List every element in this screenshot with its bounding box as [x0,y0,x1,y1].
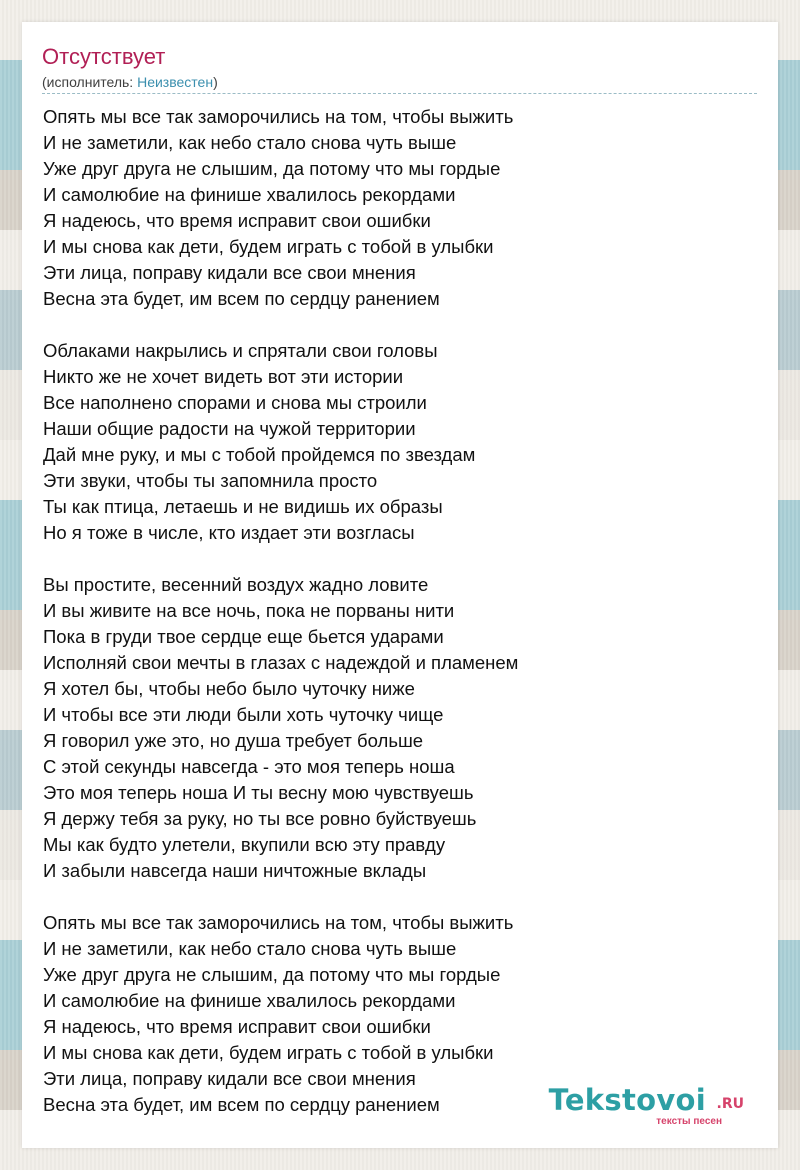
lyric-line: Я хотел бы, чтобы небо было чуточку ниже [43,678,415,699]
lyric-line: Дай мне руку, и мы с тобой пройдемся по звездам [43,444,476,465]
lyric-line: Я надеюсь, что время исправит свои ошибки [43,1016,431,1037]
title-divider [42,93,757,94]
lyric-line: Я говорил уже это, но душа требует больше [43,730,424,751]
artist-link[interactable]: Неизвестен [137,74,214,90]
lyric-line: Исполняй свои мечты в глазах с надеждой и пламенем [43,652,519,673]
lyric-line: Эти лица, поправу кидали все свои мнения [43,262,416,283]
lyric-line: И чтобы все эти люди были хоть чуточку чище [43,704,444,725]
lyric-line: Вы простите, весенний воздух жадно ловите [43,574,429,595]
artist-prefix: (исполнитель: [42,74,138,90]
lyric-line: И не заметили, как небо стало снова чуть выше [43,132,457,153]
site-logo[interactable] [540,1080,750,1130]
lyric-line: И самолюбие на финише хвалилось рекордами [43,990,456,1011]
lyric-line: И вы живите на все ночь, пока не порваны нити [43,600,455,621]
lyrics-card [22,22,778,1148]
logo-tld: .RU [716,1096,744,1112]
lyric-line: И не заметили, как небо стало снова чуть выше [43,938,457,959]
lyric-line: Никто же не хочет видеть вот эти истории [43,366,404,387]
lyric-line: Весна эта будет, им всем по сердцу ранением [43,288,440,309]
lyrics-body [43,104,758,1118]
stanza-1 [43,104,758,312]
lyric-line: Опять мы все так заморочились на том, чтобы выжить [43,912,514,933]
lyric-line: Опять мы все так заморочились на том, чтобы выжить [43,106,514,127]
lyric-line: С этой секунды навсегда - это моя теперь ноша [43,756,455,777]
lyric-line: Я держу тебя за руку, но ты все ровно буйствуешь [43,808,477,829]
lyric-line: Наши общие радости на чужой территории [43,418,416,439]
lyric-line: И самолюбие на финише хвалилось рекордами [43,184,456,205]
artist-line [42,73,218,91]
logo-tagline: тексты песен [656,1116,722,1127]
lyric-line: Уже друг друга не слышим, да потому что мы гордые [43,964,501,985]
lyric-line: Уже друг друга не слышим, да потому что мы гордые [43,158,501,179]
lyric-line: Эти звуки, чтобы ты запомнила просто [43,470,378,491]
stanza-gap [43,884,758,910]
logo-wordmark: Tekstovoi [548,1083,706,1117]
lyric-line: Я надеюсь, что время исправит свои ошибки [43,210,431,231]
lyric-line: Облаками накрылись и спрятали свои головы [43,340,438,361]
stanza-gap [43,312,758,338]
song-title: Отсутствует [42,44,166,69]
lyric-line: Это моя теперь ноша И ты весну мою чувствуешь [43,782,474,803]
lyric-line: И забыли навсегда наши ничтожные вклады [43,860,427,881]
stanza-2 [43,338,758,546]
lyric-line: Мы как будто улетели, вкупили всю эту правду [43,834,446,855]
lyric-line: Ты как птица, летаешь и не видишь их образы [43,496,443,517]
stanza-gap [43,546,758,572]
stanza-3 [43,572,758,884]
lyric-line: Эти лица, поправу кидали все свои мнения [43,1068,416,1089]
lyric-line: И мы снова как дети, будем играть с тобой в улыбки [43,236,494,257]
lyric-line: Пока в груди твое сердце еще бьется ударами [43,626,444,647]
lyric-line: Все наполнено спорами и снова мы строили [43,392,427,413]
lyric-line: И мы снова как дети, будем играть с тобой в улыбки [43,1042,494,1063]
lyric-line: Весна эта будет, им всем по сердцу ранением [43,1094,440,1115]
artist-suffix: ) [213,74,218,90]
lyric-line: Но я тоже в числе, кто издает эти возгласы [43,522,415,543]
